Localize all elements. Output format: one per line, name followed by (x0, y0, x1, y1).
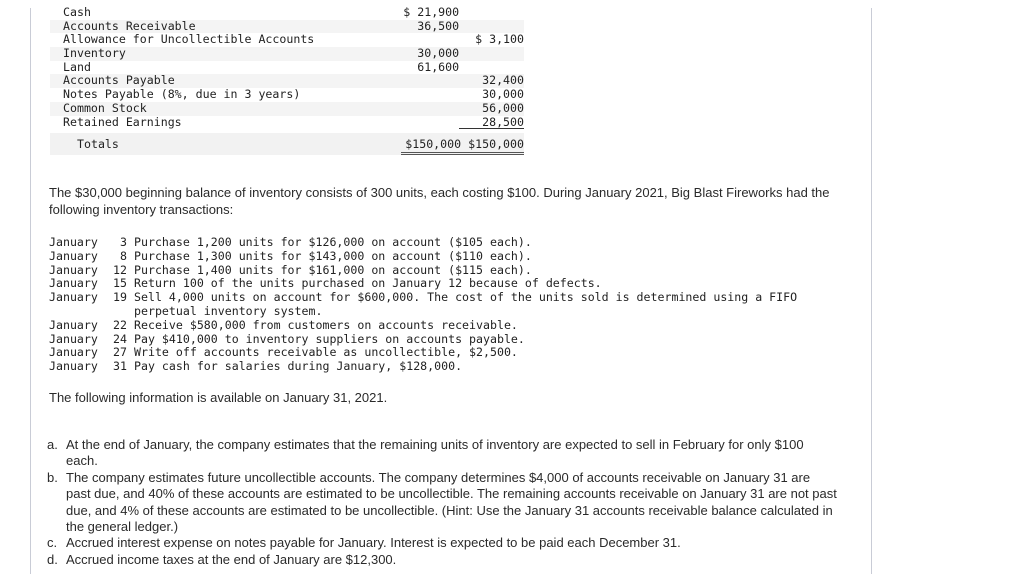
tb-credit: $ 3,100 (475, 32, 524, 47)
tb-debit (397, 116, 459, 130)
transaction-desc: Receive $580,000 from customers on accounts receivable. (134, 317, 518, 332)
transaction-desc: Purchase 1,400 units for $161,000 on account ($115 each). (134, 262, 532, 277)
adjustment-text: Accrued income taxes at the end of January are $12,300. (66, 551, 397, 567)
transaction-day: 3 (120, 235, 127, 249)
adjustment-item (47, 535, 837, 551)
tb-debit (397, 88, 459, 102)
adjustment-text: At the end of January, the company estimates that the remaining units of inventory are expected to sell in February for only $100 each. (66, 437, 804, 469)
transaction-desc: Pay cash for salaries during January, $128,000. (134, 359, 463, 374)
tb-credit: 28,500 (459, 116, 524, 130)
tb-row-land (50, 61, 524, 75)
tb-row-retained-earnings (50, 116, 524, 130)
tb-account: Accounts Receivable (63, 18, 196, 33)
transaction-row (49, 236, 797, 250)
tb-credit (459, 61, 524, 75)
adjustment-label: d. (47, 551, 58, 567)
transaction-day: 24 (113, 331, 127, 346)
adjustments-list (47, 437, 837, 568)
transaction-desc: Sell 4,000 units on account for $600,000. The cost of the units sold is determined using a FIFO (134, 290, 798, 305)
transaction-day: 19 (113, 290, 127, 305)
transaction-day: 15 (113, 276, 127, 291)
transaction-month: January (49, 276, 98, 291)
tb-debit: 36,500 (417, 18, 460, 33)
tb-debit (397, 102, 459, 116)
adjustment-item (47, 470, 837, 536)
transaction-day: 12 (113, 262, 127, 277)
transaction-month: January (49, 262, 98, 277)
transaction-day: 22 (113, 317, 127, 332)
tb-debit: 30,000 (417, 46, 460, 61)
tb-credit: 30,000 (482, 87, 524, 102)
adjustment-label: a. (47, 437, 58, 452)
tb-account: Allowance for Uncollectible Accounts (63, 32, 315, 47)
adjustment-label: c. (47, 535, 58, 551)
transaction-day: 8 (120, 248, 127, 263)
transaction-month: January (49, 235, 98, 249)
adjustment-text: The company estimates future uncollectible accounts. The company determines $4,000 of accounts receivable on January 31 are past due, and 40% of these accounts are estimated to be uncollectible. The remaining accounts receivable on January 31 are not past due, and 4% of these accounts are estimated to be uncollectible. (Hint: Use the January 31 accounts receivable balance calculated in the general ledger.) (66, 469, 837, 535)
transaction-row (49, 333, 797, 347)
tb-account: Land (63, 59, 91, 74)
transaction-month: January (49, 317, 98, 332)
tb-credit (459, 20, 524, 34)
transaction-desc: Purchase 1,200 units for $126,000 on account ($105 each). (134, 235, 532, 249)
tb-account: Retained Earnings (63, 114, 182, 129)
tb-row-common-stock (50, 102, 524, 116)
tb-account: Accounts Payable (63, 73, 175, 88)
tb-credit (459, 47, 524, 61)
transaction-row (49, 291, 797, 305)
right-border-line (871, 8, 872, 574)
tb-debit: 61,600 (417, 59, 460, 74)
left-border-line (30, 8, 31, 574)
transaction-row (49, 264, 797, 278)
transaction-month: January (49, 359, 98, 374)
tb-totals-label: Totals (77, 137, 119, 152)
intro-paragraph: The $30,000 beginning balance of inventory consists of 300 units, each costing $100. During January 2021, Big Blast Fireworks had the following inventory transactions: (49, 185, 830, 217)
transaction-desc: Write off accounts receivable as uncollectible, $2,500. (134, 345, 518, 360)
transaction-month: January (49, 331, 98, 346)
adjustment-text: Accrued interest expense on notes payable for January. Interest is expected to be paid each December 31. (66, 535, 681, 551)
tb-credit (459, 6, 524, 20)
tb-account: Cash (63, 5, 91, 19)
transactions-list (49, 236, 797, 374)
adjustment-label: b. (47, 469, 58, 485)
transaction-desc: Return 100 of the units purchased on January 12 because of defects. (134, 276, 602, 291)
transaction-desc: Pay $410,000 to inventory suppliers on accounts payable. (134, 331, 525, 346)
tb-debit (397, 33, 459, 47)
tb-row-accounts-payable (50, 74, 524, 88)
transaction-row (49, 277, 797, 291)
tb-row-notes-payable (50, 88, 524, 102)
tb-row-accounts-receivable (50, 20, 524, 34)
transaction-month: January (49, 290, 98, 305)
tb-totals-row (50, 133, 524, 155)
trial-balance-table (50, 6, 524, 155)
tb-account: Inventory (63, 46, 126, 61)
tb-totals-debit: $150,000 (401, 133, 461, 155)
transaction-day: 27 (113, 345, 127, 360)
transaction-row (49, 360, 797, 374)
transaction-row (49, 319, 797, 333)
tb-row-inventory (50, 47, 524, 61)
tb-debit: $ 21,900 (403, 5, 460, 19)
transaction-day: 31 (113, 359, 127, 374)
following-info-text: The following information is available on January 31, 2021. (49, 390, 388, 405)
tb-debit (397, 74, 459, 88)
adjustment-item (47, 437, 837, 470)
tb-row-cash (50, 6, 524, 20)
tb-account: Common Stock (63, 100, 147, 115)
tb-account: Notes Payable (8%, due in 3 years) (63, 87, 301, 102)
tb-credit: 32,400 (482, 73, 524, 88)
transaction-continuation: perpetual inventory system. (134, 303, 323, 318)
tb-row-allowance (50, 33, 524, 47)
transaction-month: January (49, 345, 98, 360)
transaction-month: January (49, 248, 98, 263)
transaction-desc: Purchase 1,300 units for $143,000 on account ($110 each). (134, 248, 532, 263)
transaction-row (49, 346, 797, 360)
adjustment-item (47, 552, 837, 568)
tb-totals-credit: $150,000 (461, 133, 524, 155)
transaction-row (49, 250, 797, 264)
tb-credit: 56,000 (482, 100, 524, 115)
